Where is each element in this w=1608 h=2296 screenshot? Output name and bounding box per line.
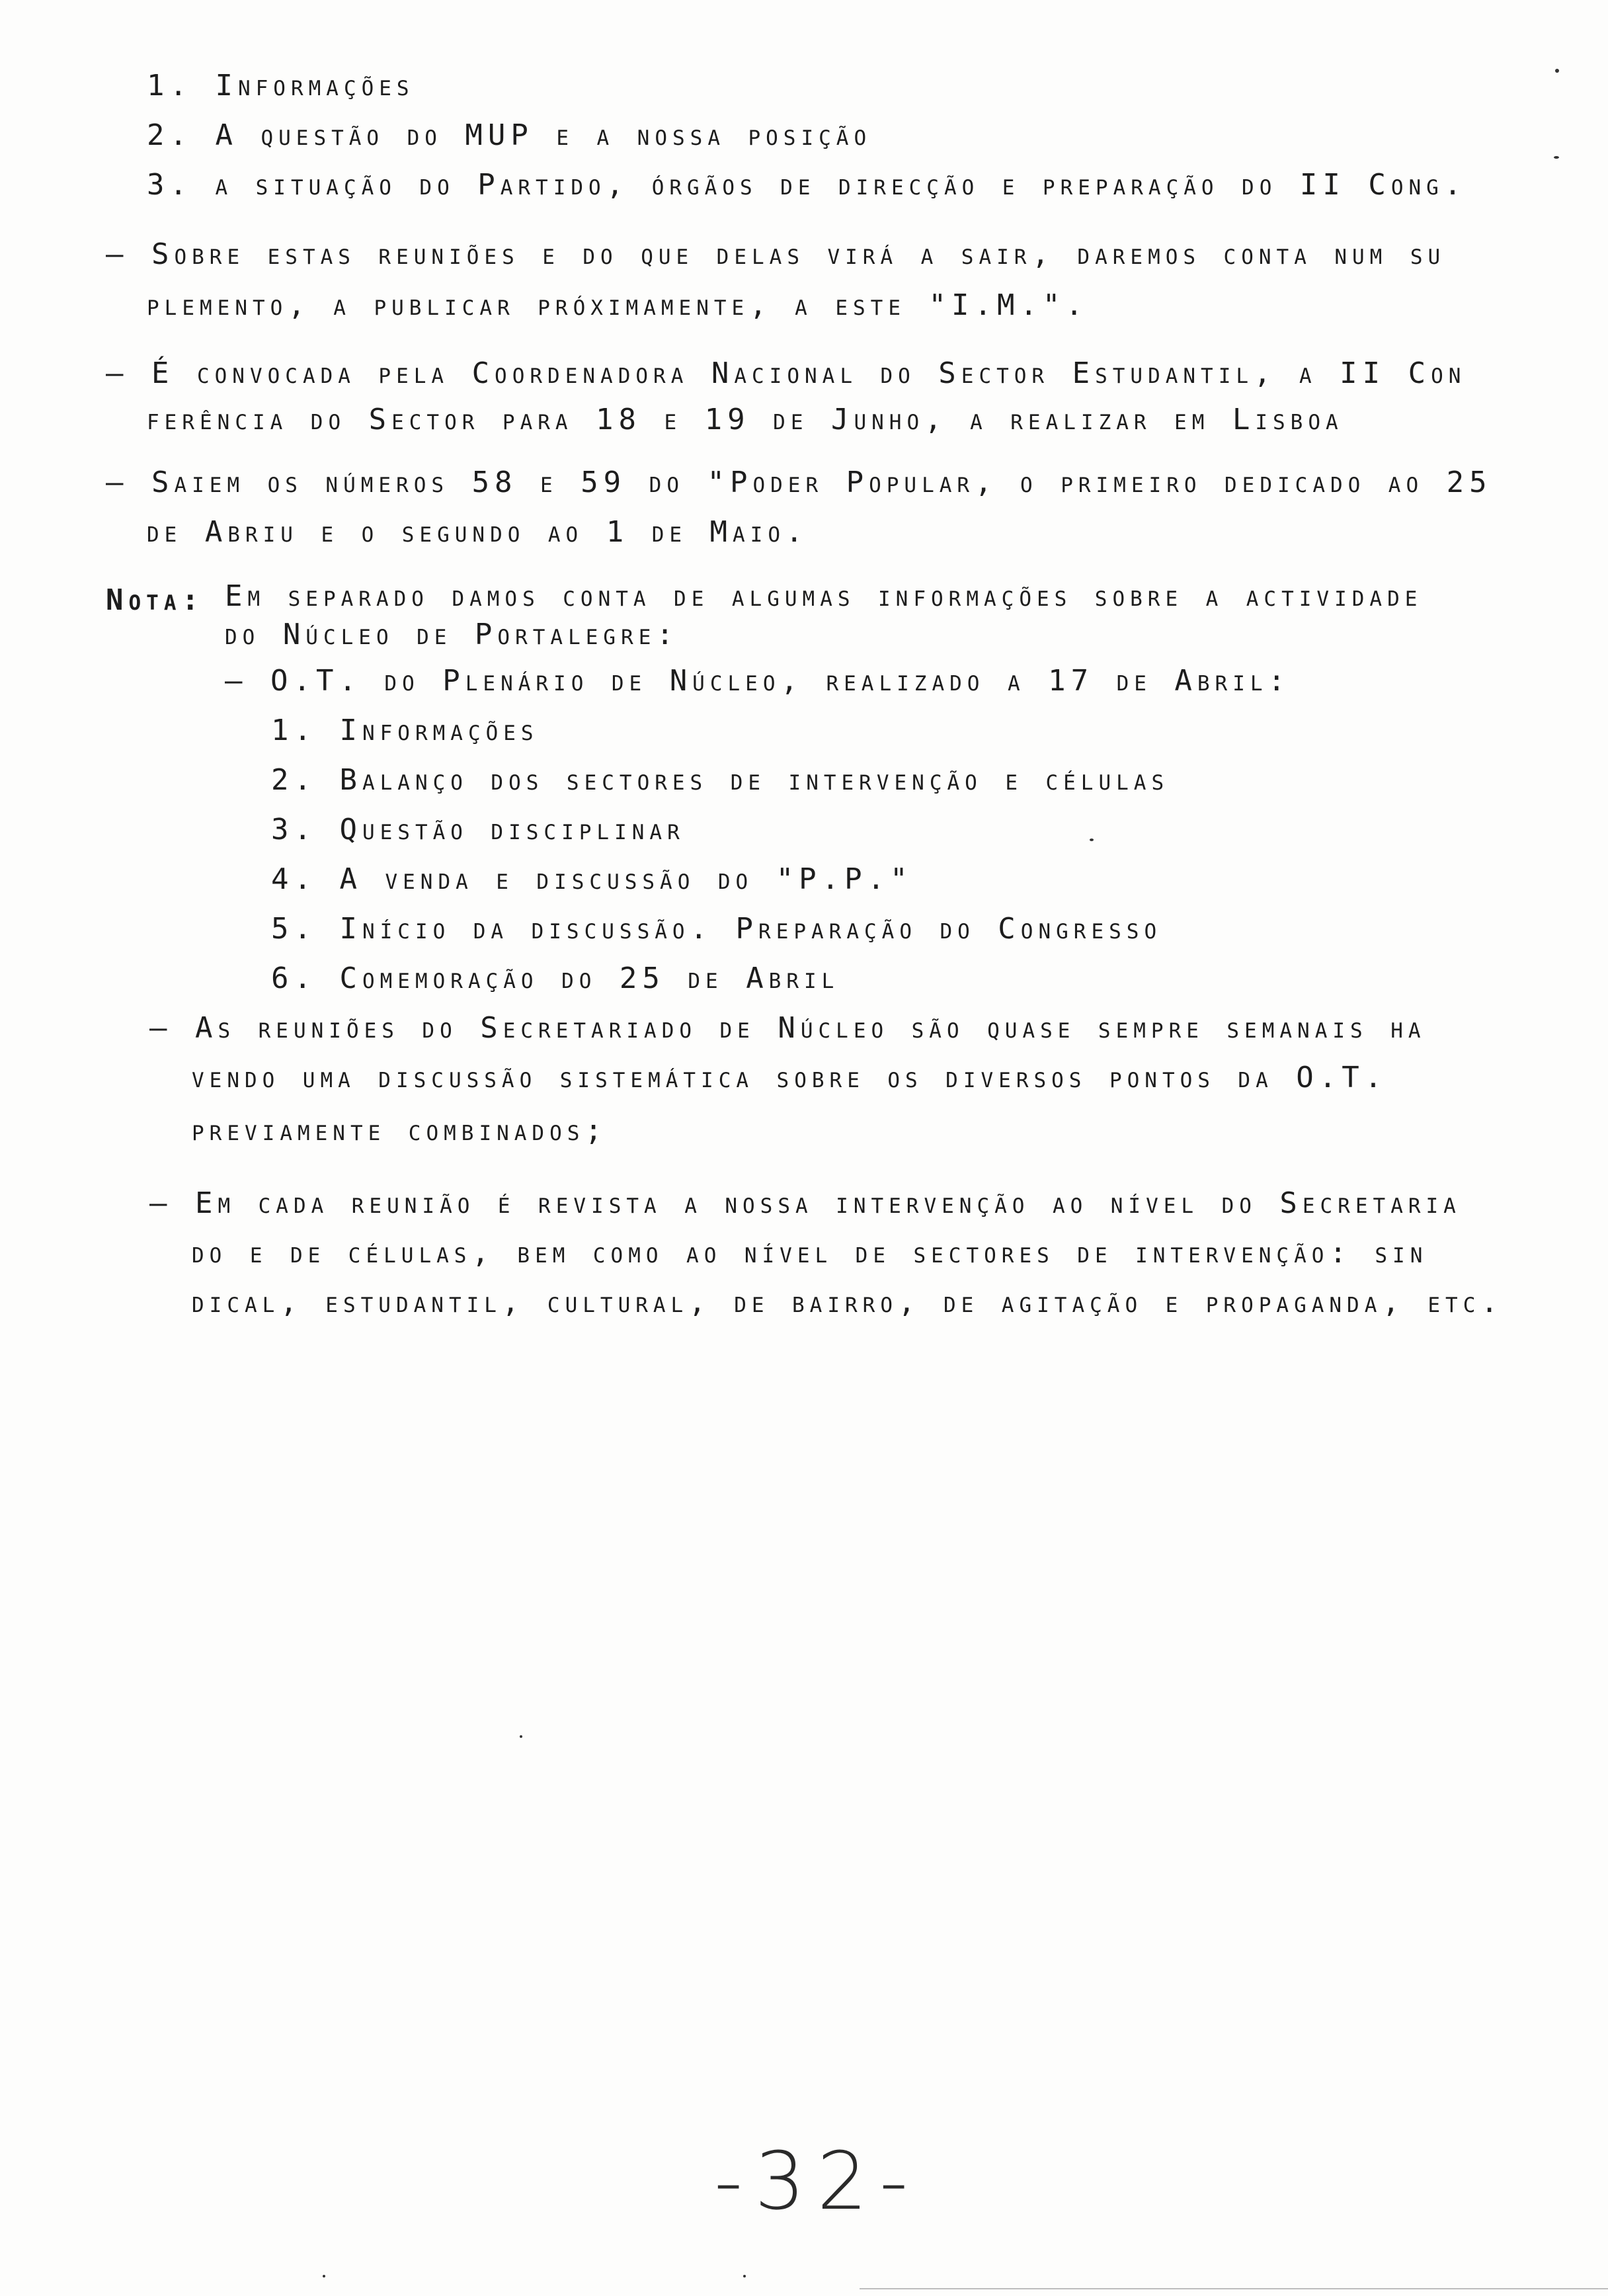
page-number: -32- — [714, 2136, 920, 2228]
agenda-item-2: 2. A questão do MUP e a nossa posição — [147, 118, 872, 152]
nota-line-1: Em separado damos conta de algumas informações sobre a actividade — [225, 579, 1423, 613]
ot-item-3: 3. Questão disciplinar — [271, 813, 685, 846]
scan-speck — [1090, 839, 1094, 841]
agenda-item-3: 3. a situação do Partido, órgãos de direcção e preparação do II Cong. — [147, 168, 1467, 202]
paragraph-convocada-line-2: ferência do Sector para 18 e 19 de Junho, a realizar em Lisboa — [147, 403, 1344, 436]
sub-item-reunioes-line-1: – As reuniões do Secretariado de Núcleo são quase sempre semanais ha — [149, 1011, 1426, 1045]
ot-item-6: 6. Comemoração do 25 de Abril — [271, 962, 840, 995]
scan-edge-line — [860, 2288, 1608, 2289]
paragraph-convocada-line-1: – É convocada pela Coordenadora Nacional do Sector Estudantil, a II Con — [106, 356, 1467, 390]
scan-speck — [520, 1735, 522, 1738]
ot-heading: – O.T. do Plenário de Núcleo, realizado a 17 de Abril: — [225, 664, 1291, 698]
ot-item-4: 4. A venda e discussão do "P.P." — [271, 862, 913, 896]
scan-speck — [1555, 69, 1559, 73]
sub-item-reunioes-line-3: previamente combinados; — [192, 1114, 608, 1147]
scan-speck — [743, 2275, 746, 2277]
sub-item-reunioes-line-2: vendo uma discussão sistemática sobre os diversos pontos da O.T. — [192, 1061, 1388, 1094]
nota-label: Nota: — [106, 583, 204, 617]
nota-line-2: do Núcleo de Portalegre: — [225, 618, 679, 651]
sub-item-cada-line-2: do e de células, bem como ao nível de sectores de intervenção: sin — [192, 1236, 1428, 1270]
scan-speck — [323, 2275, 325, 2277]
paragraph-saiem-line-1: – Saiem os números 58 e 59 do "Poder Popular, o primeiro dedicado ao 25 — [106, 466, 1492, 499]
ot-item-2: 2. Balanço dos sectores de intervenção e células — [271, 763, 1170, 797]
paragraph-saiem-line-2: de Abriu e o segundo ao 1 de Maio. — [147, 515, 809, 549]
scan-speck — [1554, 156, 1559, 159]
ot-item-5: 5. Início da discussão. Preparação do Congresso — [271, 912, 1162, 946]
sub-item-cada-line-1: – Em cada reunião é revista a nossa intervenção ao nível do Secretaria — [149, 1186, 1461, 1220]
sub-item-cada-line-3: dical, estudantil, cultural, de bairro, de agitação e propaganda, etc. — [192, 1286, 1504, 1319]
paragraph-sobre-line-1: – Sobre estas reuniões e do que delas virá a sair, daremos conta num su — [106, 237, 1446, 271]
ot-item-1: 1. Informações — [271, 714, 539, 747]
agenda-item-1: 1. Informações — [147, 69, 415, 102]
paragraph-sobre-line-2: plemento, a publicar próximamente, a este "I.M.". — [147, 288, 1088, 322]
